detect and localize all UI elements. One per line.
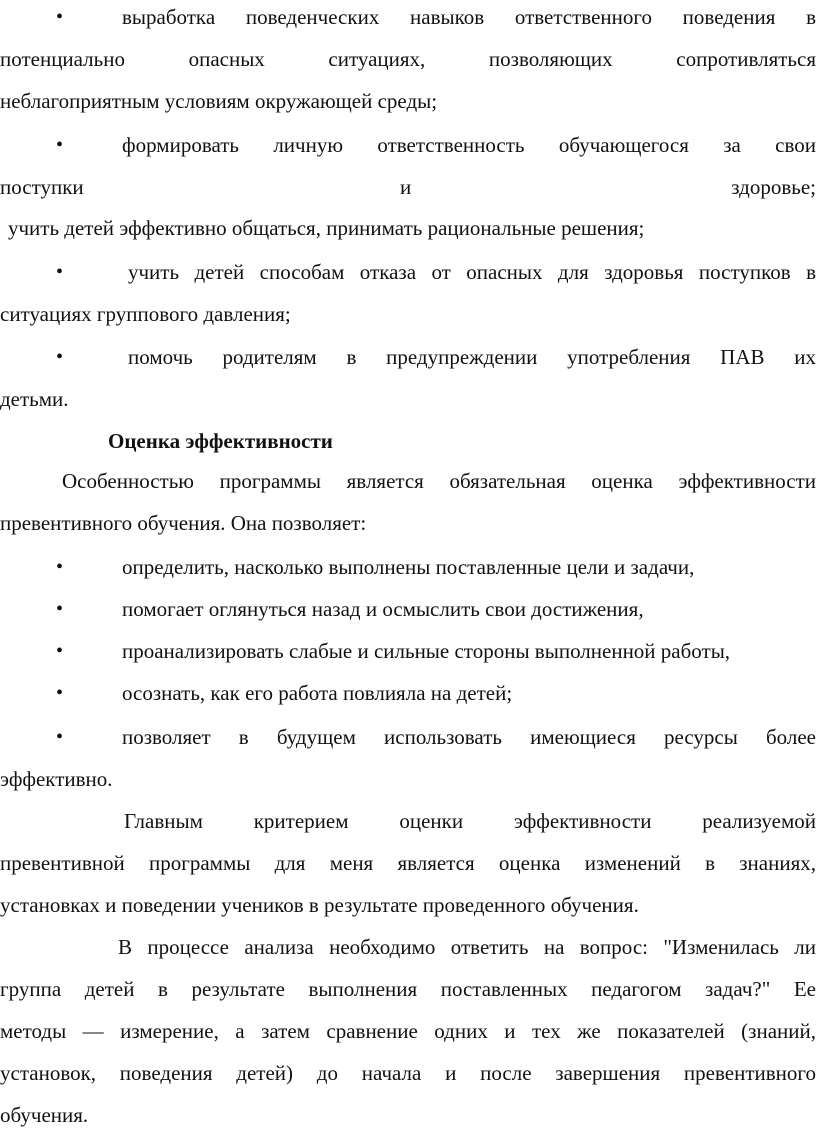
- text-line: установках и поведении учеников в результате проведенного обучения.: [0, 893, 639, 917]
- text-line: учить детей эффективно общаться, принимать рациональные решения;: [8, 216, 645, 240]
- text-line: осознать, как его работа повлияла на детей;: [122, 681, 513, 705]
- text-line: потенциально опасных ситуациях, позволяющих сопротивляться: [0, 47, 816, 71]
- text-line: установок, поведения детей) до начала и после завершения превентивного: [0, 1061, 816, 1085]
- text-line: группа детей в результате выполнения поставленных педагогом задач?" Ее: [0, 977, 816, 1001]
- bullet-icon: •: [56, 261, 64, 283]
- text-line: обучения.: [0, 1103, 89, 1127]
- bullet-icon: •: [56, 598, 64, 620]
- text-line: В процессе анализа необходимо ответить на вопрос: "Изменилась ли: [118, 935, 816, 959]
- text-line: превентивной программы для меня является оценка изменений в знаниях,: [0, 851, 816, 875]
- text-line: методы — измерение, а затем сравнение одних и тех же показателей (знаний,: [0, 1019, 816, 1043]
- text-line: Особенностью программы является обязательная оценка эффективности: [62, 469, 816, 493]
- text-word: здоровье;: [731, 175, 816, 199]
- text-line: эффективно.: [0, 767, 113, 791]
- text-line: превентивного обучения. Она позволяет:: [0, 511, 367, 535]
- bullet-item-4: [0, 342, 816, 372]
- section-heading: Оценка эффективности: [108, 429, 333, 453]
- bullet-item-1: [0, 2, 816, 32]
- text-line: детьми.: [0, 387, 69, 411]
- text-line: позволяет в будущем использовать имеющиеся ресурсы более: [122, 725, 816, 749]
- text-line-split: [0, 172, 816, 202]
- bullet-icon: •: [56, 6, 64, 28]
- bullet-item-3: [0, 257, 816, 287]
- bullet-icon: •: [56, 640, 64, 662]
- text-word: поступки: [0, 175, 84, 199]
- bullet-item-8: [0, 678, 816, 708]
- bullet-icon: •: [56, 726, 64, 748]
- bullet-icon: •: [56, 682, 64, 704]
- text-word: и: [400, 175, 412, 199]
- text-line: помочь родителям в предупреждении употребления ПАВ их: [128, 345, 816, 369]
- text-line: проанализировать слабые и сильные стороны выполненной работы,: [122, 639, 731, 663]
- text-line: определить, насколько выполнены поставленные цели и задачи,: [122, 555, 695, 579]
- text-line: учить детей способам отказа от опасных для здоровья поступков в: [128, 260, 816, 284]
- text-line: ситуациях группового давления;: [0, 302, 291, 326]
- text-line: выработка поведенческих навыков ответственного поведения в: [122, 5, 816, 29]
- bullet-icon: •: [56, 346, 64, 368]
- bullet-item-5: [0, 552, 816, 582]
- text-line: помогает оглянуться назад и осмыслить свои достижения,: [122, 597, 644, 621]
- bullet-item-9: [0, 722, 816, 752]
- bullet-item-2: [0, 130, 816, 160]
- text-line: Главным критерием оценки эффективности реализуемой: [124, 809, 816, 833]
- text-line: неблагоприятным условиям окружающей среды;: [0, 89, 438, 113]
- text-line: формировать личную ответственность обучающегося за свои: [122, 133, 816, 157]
- bullet-item-7: [0, 636, 816, 666]
- bullet-icon: •: [56, 134, 64, 156]
- bullet-item-6: [0, 594, 816, 624]
- bullet-icon: •: [56, 556, 64, 578]
